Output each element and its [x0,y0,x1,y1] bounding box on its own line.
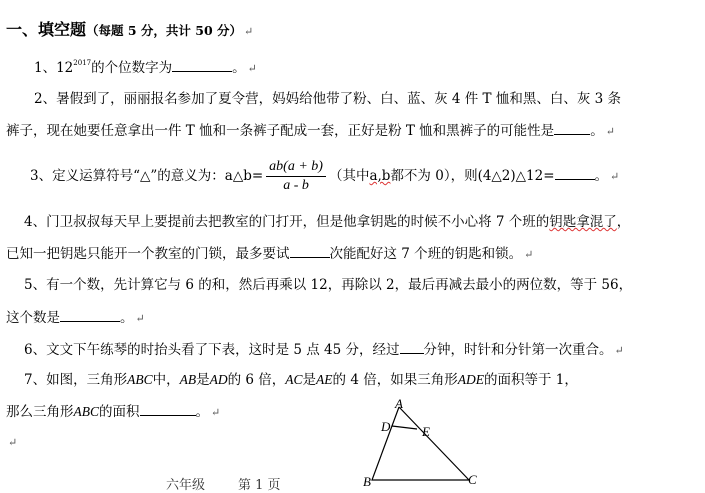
question-6 [24,339,624,361]
q7-text-7: 的面积等于 1， [483,372,578,388]
q2-text: 裤子，现在她要任意拿出一件 T 恤和一条裤子配成一套，正好是粉 T 恤和黑裤子的可能性是 [6,123,555,139]
question-5-line-2 [6,307,145,329]
question-7-line-1 [24,370,578,390]
q4-line2-b: 次能配好这 7 个班的钥匙和锁。 [329,246,523,262]
q7-ae: AE [316,372,333,387]
question-2-line-1: 2、暑假到了，丽丽报名参加了夏令营，妈妈给他带了粉、白、蓝、灰 4 件 T 恤和黑、白、灰 3 条 [34,91,622,107]
section-title: 一、填空题 [6,20,87,39]
q7-text-5: 是 [302,372,317,388]
q7-text-2: 中， [152,372,180,388]
q7-end: 。 [195,404,209,420]
q7-line2-c: 的面积 [99,404,140,420]
q7-line2-a: 那么三角形 [6,404,74,420]
q5-answer-blank[interactable] [60,307,120,322]
label-e: E [422,424,430,439]
q6-suffix: 分钟，时针和分针第一次重合。 [423,342,613,358]
q3-answer-blank[interactable] [555,165,595,180]
q3-numerator: ab(a + b) [266,158,326,177]
label-b: B [363,474,371,489]
label-c: C [468,472,477,487]
q3-fraction [266,158,326,195]
question-4-line-2 [6,243,533,265]
q6-prefix: 6、文文下午练琴的时抬头看了下表，这时是 5 点 45 分，经过 [24,342,400,358]
q7-ac: AC [285,372,303,387]
q5-end: 。 [120,310,134,326]
question-5-line-1: 5、有一个数，先计算它与 6 的和，然后再乘以 12，再除以 2，最后再减去最小的两位数，等于 56， [24,277,633,293]
q4-text-b: 钥匙拿混了 [549,214,617,230]
question-3 [30,156,619,197]
q7-ab: AB [179,372,197,387]
triangle-figure [360,395,490,490]
q3-prefix: 3、定义运算符号“△”的意义为：a△b= [30,168,264,184]
q1-text: 的个位数字为 [91,60,173,76]
q3-middle: （其中 [328,168,370,184]
q3-rest: 都不为 0），则(4△2)△12= [390,168,555,184]
q7-text-1: 7、如图，三角形 [24,372,128,388]
q7-text-6: 的 4 倍，如果三角形 [332,372,458,388]
q1-prefix: 1、12 [34,60,74,76]
q6-answer-blank[interactable] [400,339,424,354]
q7-line2-abc: ABC [73,404,99,419]
question-2-line-2 [6,120,615,142]
q1-answer-blank[interactable] [172,57,232,72]
empty-paragraph [6,432,17,453]
footer-page-number: 第 1 页 [238,478,281,493]
q3-denominator: a - b [283,178,309,193]
q2-answer-blank[interactable] [554,120,590,135]
paragraph-mark-icon: ↵ [211,406,221,419]
label-a: A [395,396,403,411]
q7-text-4: 的 6 倍， [227,372,286,388]
q1-end: 。 [232,60,246,76]
q5-text: 这个数是 [6,310,60,326]
label-d: D [381,419,391,434]
q4-text-a: 4、门卫叔叔每天早上要提前去把教室的门打开，但是他拿钥匙的时候不小心将 7 个班的 [24,214,550,230]
paragraph-mark-icon: ↵ [524,248,534,261]
q4-answer-blank[interactable] [290,243,330,258]
segment-de [392,426,417,429]
q7-text-3: 是 [196,372,210,388]
q7-ad: AD [209,372,228,387]
q2-end: 。 [590,123,604,139]
paragraph-mark-icon: ↵ [8,436,18,449]
paragraph-mark-icon: ↵ [610,170,620,183]
q4-text-c: ， [616,214,631,230]
question-1 [34,57,257,79]
section-heading [6,20,253,42]
paragraph-mark-icon: ↵ [247,62,257,75]
q7-abc: ABC [127,372,153,387]
question-7-line-2 [6,401,220,423]
triangle-abc [372,407,469,480]
paragraph-mark-icon: ↵ [614,344,624,357]
q3-end: 。 [594,168,609,184]
paragraph-mark-icon: ↵ [244,25,254,38]
q3-ab: a,b [369,168,391,184]
paragraph-mark-icon: ↵ [605,125,615,138]
question-4-line-1 [24,212,630,232]
q7-answer-blank[interactable] [140,401,196,416]
paragraph-mark-icon: ↵ [135,312,145,325]
q1-exponent: 2017 [73,59,92,67]
section-score-note: （每题 5 分，共计 50 分） [86,23,243,38]
q4-line2-a: 已知一把钥匙只能开一个教室的门锁，最多要试 [6,246,290,262]
q7-ade: ADE [457,372,484,387]
footer-grade: 六年级 [166,478,206,493]
